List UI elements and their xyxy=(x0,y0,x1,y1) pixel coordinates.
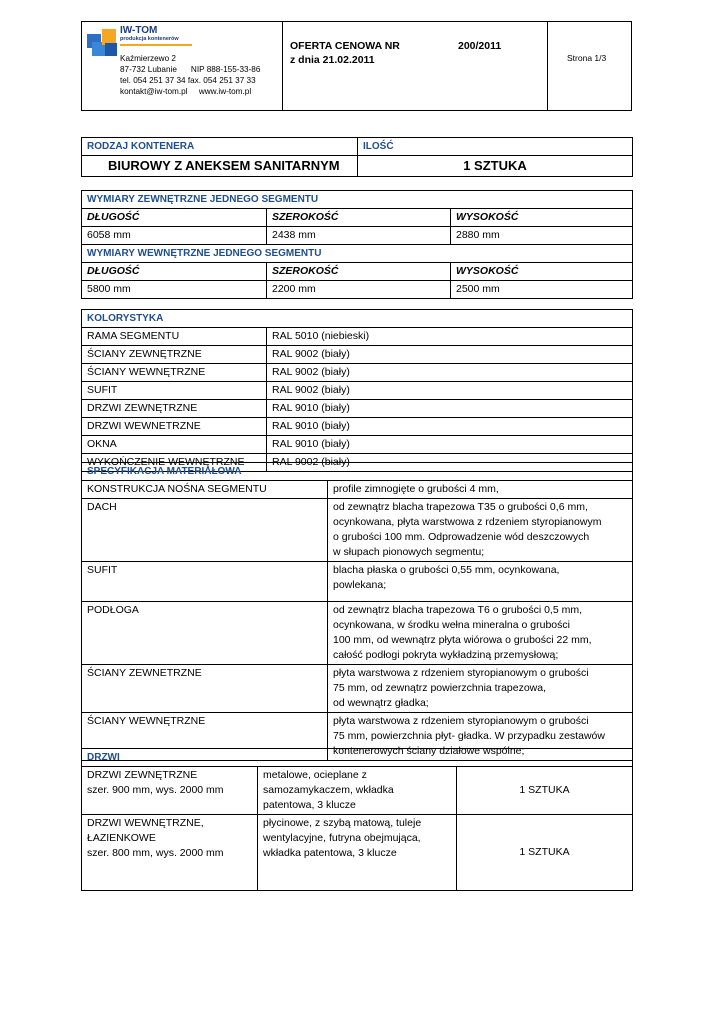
color-item-name: OKNA xyxy=(82,436,267,454)
dimensions-table xyxy=(81,190,633,299)
int-length-header: DŁUGOŚĆ xyxy=(82,263,267,281)
door-name: DRZWI WEWNĘTRZNE, ŁAZIENKOWE szer. 800 mm, wys. 2000 mm xyxy=(82,815,258,891)
color-item-value: RAL 5010 (niebieski) xyxy=(267,328,633,346)
color-item-name: DRZWI ZEWNĘTRZNE xyxy=(82,400,267,418)
ext-width-value: 2438 mm xyxy=(267,227,451,245)
color-item-value: RAL 9002 (biały) xyxy=(267,346,633,364)
quantity-value: 1 SZTUKA xyxy=(358,156,633,177)
container-type-table xyxy=(81,137,633,177)
int-length-value: 5800 mm xyxy=(82,281,267,299)
logo-subtitle: produkcja kontenerów xyxy=(120,36,179,42)
ext-height-value: 2880 mm xyxy=(451,227,633,245)
ext-width-header: SZEROKOŚĆ xyxy=(267,209,451,227)
offer-date: z dnia 21.02.2011 xyxy=(290,54,375,66)
color-item-name: RAMA SEGMENTU xyxy=(82,328,267,346)
container-type-label: RODZAJ KONTENERA xyxy=(82,138,358,156)
color-item-value: RAL 9002 (biały) xyxy=(267,382,633,400)
material-item-name: ŚCIANY WEWNĘTRZNE xyxy=(82,713,328,761)
header-divider-2 xyxy=(547,21,548,111)
color-item-name: WYKOŃCZENIE WEWNĘTRZNE xyxy=(82,454,267,472)
material-item-desc: płyta warstwowa z rdzeniem styropianowym o grubości 75 mm, powierzchnia płyt- gładka. W przypadku zestawów kontenerowych ściany działowe wspólne; xyxy=(328,713,633,761)
offer-number: 200/2011 xyxy=(458,40,502,52)
ext-length-value: 6058 mm xyxy=(82,227,267,245)
material-item-name: SUFIT xyxy=(82,562,328,602)
material-item-name: PODŁOGA xyxy=(82,602,328,665)
color-item-name: ŚCIANY WEWNĘTRZNE xyxy=(82,364,267,382)
color-item-name: DRZWI WEWNETRZNE xyxy=(82,418,267,436)
address-line-1: Kaźmierzewo 2 xyxy=(120,54,176,63)
doors-title: DRZWI xyxy=(82,749,633,767)
door-name: DRZWI ZEWNĘTRZNE szer. 900 mm, wys. 2000 mm xyxy=(82,767,258,815)
internal-dimensions-title: WYMIARY WEWNĘTRZNE JEDNEGO SEGMENTU xyxy=(82,245,633,263)
door-qty: 1 SZTUKA xyxy=(457,815,633,891)
color-item-value: RAL 9010 (biały) xyxy=(267,418,633,436)
address-line-3: tel. 054 251 37 34 fax. 054 251 37 33 xyxy=(120,76,256,85)
container-type-value: BIUROWY Z ANEKSEM SANITARNYM xyxy=(82,156,358,177)
address-line-2 xyxy=(120,64,280,75)
offer-title xyxy=(290,39,400,53)
door-desc: metalowe, ocieplane z samozamykaczem, wkładka patentowa, 3 klucze xyxy=(258,767,457,815)
color-item-value: RAL 9010 (biały) xyxy=(267,400,633,418)
int-width-value: 2200 mm xyxy=(267,281,451,299)
address-city: 87-732 Lubanie xyxy=(120,65,177,74)
logo-name: IW-TOM xyxy=(120,25,158,36)
address-nip: NIP 888-155-33-86 xyxy=(190,65,261,74)
materials-table xyxy=(81,462,633,761)
int-height-value: 2500 mm xyxy=(451,281,633,299)
colors-table xyxy=(81,309,633,472)
header-divider-1 xyxy=(282,21,283,111)
external-dimensions-title: WYMIARY ZEWNĘTRZNE JEDNEGO SEGMENTU xyxy=(82,191,633,209)
color-item-value: RAL 9002 (biały) xyxy=(267,454,633,472)
logo-bar xyxy=(120,44,192,46)
color-item-name: SUFIT xyxy=(82,382,267,400)
ext-length-header: DŁUGOŚĆ xyxy=(82,209,267,227)
doors-table xyxy=(81,748,633,891)
int-width-header: SZEROKOŚĆ xyxy=(267,263,451,281)
color-item-name: ŚCIANY ZEWNĘTRZNE xyxy=(82,346,267,364)
int-height-header: WYSOKOŚĆ xyxy=(451,263,633,281)
materials-title: SPECYFIKACJA MATERIAŁOWA xyxy=(82,463,633,481)
address-line-4: kontakt@iw-tom.pl www.iw-tom.pl xyxy=(120,87,252,96)
offer-label: OFERTA CENOWA NR xyxy=(290,40,400,52)
company-address xyxy=(120,53,280,97)
page-info: Strona 1/3 xyxy=(567,53,607,63)
material-item-name: ŚCIANY ZEWNETRZNE xyxy=(82,665,328,713)
material-item-name: KONSTRUKCJA NOŚNA SEGMENTU xyxy=(82,481,328,499)
material-item-desc: od zewnątrz blacha trapezowa T35 o grubości 0,6 mm, ocynkowana, płyta warstwowa z rdzeniem styropianowym o grubości 100 mm. Odprowadzenie wód deszczowych w słupach pionowych segmentu; xyxy=(328,499,633,562)
material-item-desc: płyta warstwowa z rdzeniem styropianowym o grubości 75 mm, od zewnątrz powierzchnia trapezowa, od wewnątrz gładka; xyxy=(328,665,633,713)
door-qty: 1 SZTUKA xyxy=(457,767,633,815)
color-item-value: RAL 9002 (biały) xyxy=(267,364,633,382)
quantity-label: ILOŚĆ xyxy=(358,138,633,156)
material-item-desc: blacha płaska o grubości 0,55 mm, ocynkowana, powlekana; xyxy=(328,562,633,602)
material-item-name: DACH xyxy=(82,499,328,562)
colors-title: KOLORYSTYKA xyxy=(82,310,633,328)
ext-height-header: WYSOKOŚĆ xyxy=(451,209,633,227)
material-item-desc: od zewnątrz blacha trapezowa T6 o grubości 0,5 mm, ocynkowana, w środku wełna mineralna o grubości 100 mm, od wewnątrz płyta wiórowa o grubości 22 mm, całość podłogi pokryta wykładziną przemysłową; xyxy=(328,602,633,665)
door-desc: płycinowe, z szybą matową, tuleje wentylacyjne, futryna obejmująca, wkładka patentowa, 3 klucze xyxy=(258,815,457,891)
material-item-desc: profile zimnogięte o grubości 4 mm, xyxy=(328,481,633,499)
color-item-value: RAL 9010 (biały) xyxy=(267,436,633,454)
